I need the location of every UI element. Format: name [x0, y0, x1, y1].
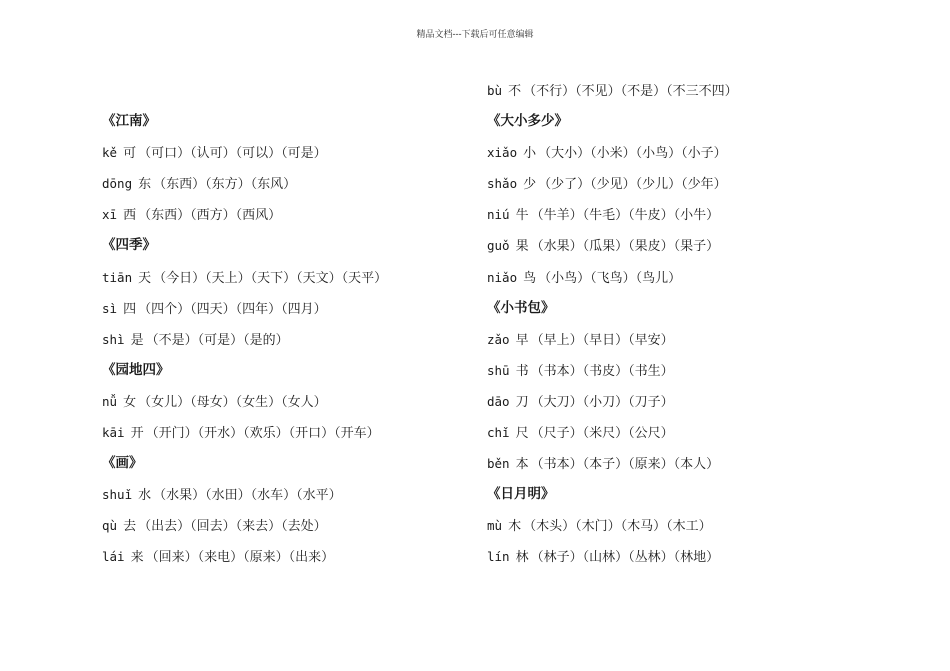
pinyin: nǚ — [102, 393, 118, 409]
character: 开 — [130, 426, 144, 442]
example-words: （尺子）（米尺）（公尺） — [530, 426, 674, 442]
lesson-heading: 《四季》 — [102, 237, 156, 254]
vocab-row — [102, 262, 387, 293]
pinyin: bù — [487, 83, 503, 98]
vocab-row — [487, 417, 738, 448]
example-words: （不是）（可是）（是的） — [145, 332, 289, 348]
pinyin: xī — [102, 207, 118, 223]
pinyin: shū — [487, 362, 510, 378]
character: 木 — [508, 519, 522, 535]
pinyin: tiān — [102, 269, 133, 285]
vocab-row — [102, 137, 387, 168]
vocab-row — [487, 199, 738, 230]
lesson-heading: 《画》 — [102, 455, 143, 472]
example-words: （东西）（东方）（东风） — [153, 177, 297, 193]
character: 天 — [138, 270, 152, 286]
lesson-heading: 《小书包》 — [487, 299, 555, 316]
pinyin: běn — [487, 456, 510, 472]
pinyin: niú — [487, 207, 510, 223]
vocab-row — [487, 230, 738, 261]
pinyin: shǎo — [487, 176, 518, 192]
pinyin: zǎo — [487, 331, 510, 347]
right-column — [487, 75, 738, 573]
example-words: （书本）（本子）（原来）（本人） — [530, 457, 720, 473]
vocab-row — [487, 510, 738, 541]
character: 早 — [515, 332, 529, 348]
pinyin: qù — [102, 518, 118, 534]
pinyin: lái — [102, 549, 125, 565]
lesson-heading: 《大小多少》 — [487, 113, 568, 130]
character: 尺 — [515, 426, 529, 442]
character: 水 — [138, 488, 152, 504]
example-words: （大小）（小米）（小鸟）（小子） — [538, 146, 727, 162]
example-words: （今日）（天上）（天下）（天文）（天平） — [153, 270, 388, 286]
vocab-row — [487, 355, 738, 386]
pinyin: shì — [102, 331, 125, 347]
example-words: （出去）（回去）（来去）（去处） — [138, 519, 327, 535]
character: 四 — [123, 301, 137, 317]
pinyin: xiǎo — [487, 145, 518, 161]
example-words: （回来）（来电）（原来）（出来） — [145, 550, 335, 566]
character: 书 — [515, 363, 529, 379]
vocab-row — [487, 386, 738, 417]
vocab-row — [487, 75, 738, 106]
pinyin: mù — [487, 518, 503, 534]
example-words: （书本）（书皮）（书生） — [530, 363, 674, 379]
pinyin: shuǐ — [102, 487, 133, 503]
character: 果 — [515, 239, 529, 255]
character: 小 — [523, 146, 537, 162]
character: 鸟 — [523, 270, 537, 286]
vocab-row — [102, 168, 387, 199]
pinyin: kāi — [102, 425, 125, 441]
character: 是 — [130, 332, 144, 348]
example-words: （不行）（不见）（不是）（不三不四） — [523, 84, 738, 99]
vocab-row — [102, 293, 387, 324]
vocab-row — [102, 479, 387, 510]
character: 少 — [523, 177, 537, 193]
character: 西 — [123, 208, 137, 224]
character: 不 — [508, 84, 522, 99]
left-column — [102, 75, 387, 573]
example-words: （大刀）（小刀）（刀子） — [530, 394, 674, 410]
lesson-heading: 《江南》 — [102, 113, 156, 130]
vocab-row — [487, 324, 738, 355]
vocab-row — [102, 541, 387, 572]
vocab-row — [487, 168, 738, 199]
example-words: （早上）（早日）（早安） — [530, 332, 674, 348]
example-words: （水果）（瓜果）（果皮）（果子） — [530, 239, 720, 255]
lesson-heading: 《园地四》 — [102, 361, 170, 378]
vocab-row — [102, 417, 387, 448]
vocab-row — [102, 324, 387, 355]
example-words: （东西）（西方）（西风） — [138, 208, 282, 224]
example-words: （四个）（四天）（四年）（四月） — [138, 301, 327, 317]
example-words: （林子）（山林）（丛林）（林地） — [530, 550, 720, 566]
pinyin: chǐ — [487, 425, 510, 441]
character: 林 — [515, 550, 529, 566]
character: 刀 — [515, 394, 529, 410]
vocab-row — [487, 448, 738, 479]
pinyin: lín — [487, 549, 510, 565]
example-words: （少了）（少见）（少儿）（少年） — [538, 177, 727, 193]
pinyin: sì — [102, 300, 118, 316]
example-words: （牛羊）（牛毛）（牛皮）（小牛） — [530, 208, 720, 224]
example-words: （水果）（水田）（水车）（水平） — [153, 488, 342, 504]
example-words: （小鸟）（飞鸟）（鸟儿） — [538, 270, 682, 286]
vocab-row — [487, 262, 738, 293]
example-words: （开门）（开水）（欢乐）（开口）（开车） — [145, 426, 380, 442]
pinyin: dāo — [487, 393, 510, 409]
pinyin: guǒ — [487, 238, 510, 254]
example-words: （女儿）（母女）（女生）（女人） — [138, 394, 327, 410]
character: 来 — [130, 550, 144, 566]
vocab-row — [487, 541, 738, 572]
example-words: （木头）（木门）（木马）（木工） — [523, 519, 712, 535]
pinyin: niǎo — [487, 269, 518, 285]
character: 本 — [515, 457, 529, 473]
vocab-row — [102, 386, 387, 417]
character: 牛 — [515, 208, 529, 224]
example-words: （可口）（认可）（可以）（可是） — [138, 146, 327, 162]
lesson-heading: 《日月明》 — [487, 486, 555, 503]
pinyin: dōng — [102, 176, 133, 192]
vocab-row — [102, 510, 387, 541]
pinyin: kě — [102, 145, 118, 161]
vocab-row — [102, 199, 387, 230]
vocab-row — [487, 137, 738, 168]
character: 东 — [138, 177, 152, 193]
page-header: 精品文档---下载后可任意编辑 — [416, 30, 534, 40]
character: 可 — [123, 146, 137, 162]
character: 女 — [123, 394, 137, 410]
character: 去 — [123, 519, 137, 535]
